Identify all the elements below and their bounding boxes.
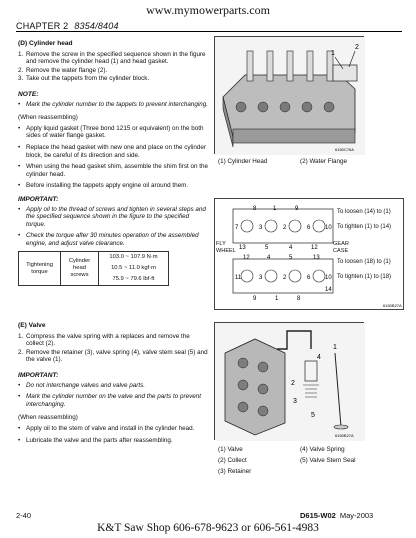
important-title: IMPORTANT: [18,371,59,379]
cylinder-head-illustration [215,37,365,155]
figure-valve [214,322,364,440]
loosen-label-18: To loosen (18) to (1) [337,259,391,265]
loosen-label-14: To loosen (14) to (1) [337,209,391,215]
torque-value: 75.9 ~ 79.6 lbf·ft [99,274,169,286]
callout-4: 4 [317,354,321,361]
figure-code: 6150C76A [335,147,354,152]
important-item: • Do not interchange valves and valve parts. [18,381,146,389]
important-item: • Check the torque after 30 minutes operation of the assembled engine, and adjust valve clearance. [18,232,199,247]
list-item: • Replace the head gasket with new one and place on the cylinder block, be careful of its direction and side. [18,143,206,159]
torque-table [18,251,169,286]
step: 2. Remove the retainer (3), valve spring (4), valve stem seal (5) and the valve (1). [18,348,208,364]
page-number: 2-40 [16,511,32,520]
seq-number: 7 [235,225,239,231]
caption-cylinder-head: (1) Cylinder Head [218,158,268,165]
torque-value: 103.0 ~ 107.9 N·m [99,252,169,264]
chapter-header [16,21,119,31]
chapter-label: CHAPTER 2 [16,21,69,31]
callout-1: 1 [331,50,335,57]
tighten-label-18: To tighten (1) to (18) [337,274,392,280]
seq-number: 3 [259,275,263,281]
section-title: (D) Cylinder head [18,40,73,47]
callout-5: 5 [311,412,315,419]
doc-code: D615-W02 [300,511,336,520]
figure-cylinder-head [214,36,364,154]
doc-date: May-2003 [339,511,374,520]
seq-number: 2 [283,275,287,281]
important-item: • Mark the cylinder number on the valve and the parts to prevent interchanging. [18,393,202,408]
tighten-label-14: To tighten (1) to (14) [337,224,392,230]
seq-number: 6 [307,225,311,231]
reassembling-label: (When reassembling) [18,114,78,122]
figure-tightening-sequence [214,198,404,310]
section-title: (E) Valve [18,322,46,329]
caption-collect: (2) Collect [218,457,247,464]
callout-2: 2 [355,44,359,51]
seq-number: 5 [289,255,293,261]
model-numbers: 8354/8404 [74,21,119,31]
reassembling-label: (When reassembling) [18,414,78,422]
caption-retainer: (3) Retainer [218,468,252,475]
seq-number: 13 [239,245,246,251]
seq-number: 4 [289,245,293,251]
valve-section [18,322,208,448]
seq-number: 14 [325,287,332,293]
figure-code: 6150B27A [335,433,354,438]
list-item: • When using the head gasket shim, assemble the shim first on the cylinder head. [18,163,209,178]
document-id [300,511,373,520]
header-rule [16,31,402,32]
seq-number: 10 [325,225,332,231]
caption-water-flange: (2) Water Flange [300,158,348,165]
callout-2: 2 [291,380,295,387]
seq-number: 1 [273,206,277,212]
seq-number: 1 [275,296,279,302]
torque-part: Cylinder head screws [61,252,99,286]
torque-label: Tightening torque [19,252,61,286]
shop-contact-line: K&T Saw Shop 606-678-9623 or 606-561-4983 [97,522,319,534]
torque-value: 10.5 ~ 11.0 kgf·m [99,263,169,274]
list-item: • Apply oil to the stem of valve and install in the cylinder head. [18,424,195,432]
important-item: • Apply oil to the thread of screws and tighten in several steps and the specified sequence shown in the figure to the specified torque. [18,205,206,228]
seq-number: 11 [235,275,242,281]
caption-valve-stem-seal: (5) Valve Stem Seal [300,457,356,464]
callout-1: 1 [333,344,337,351]
seq-number: 12 [311,245,318,251]
seq-number: 5 [265,245,269,251]
important-title: IMPORTANT: [18,195,59,203]
seq-number: 6 [307,275,311,281]
seq-number: 9 [253,296,257,302]
step: 1. Remove the screw in the specified sequence shown in the figure and remove the cylinder head (1) and head gasket. [18,50,206,66]
seq-number: 9 [295,206,299,212]
cylinder-head-section [18,40,208,286]
callout-3: 3 [293,398,297,405]
figure-code: 6150B27A [383,303,402,308]
caption-valve-spring: (4) Valve Spring [300,446,345,453]
valve-illustration [215,323,365,441]
note-title: NOTE: [18,90,39,98]
fly-wheel-label: FLY WHEEL [216,241,236,254]
step: 3. Take out the tappets from the cylinder block. [18,75,150,83]
seq-number: 13 [313,255,320,261]
seq-number: 3 [259,225,263,231]
seq-number: 4 [267,255,271,261]
step: 1. Compress the valve spring with a replaces and remove the collect (2). [18,332,190,348]
seq-number: 12 [243,255,250,261]
step: 2. Remove the water flange (2). [18,66,108,74]
caption-valve: (1) Valve [218,446,243,453]
note-item: • Mark the cylinder number to the tappets to prevent interchanging. [18,100,209,108]
seq-number: 10 [325,275,332,281]
site-url[interactable]: www.mymowerparts.com [146,3,270,17]
list-item: • Before installing the tappets apply engine oil around them. [18,182,189,190]
list-item: • Apply liquid gasket (Three bond 1215 or equivalent) on the both sides of water flange gasket. [18,124,204,140]
seq-number: 2 [283,225,287,231]
gear-case-label: GEAR CASE [333,241,349,254]
seq-number: 8 [297,296,301,302]
seq-number: 8 [253,206,257,212]
list-item: • Lubricate the valve and the parts after reassembling. [18,436,173,444]
